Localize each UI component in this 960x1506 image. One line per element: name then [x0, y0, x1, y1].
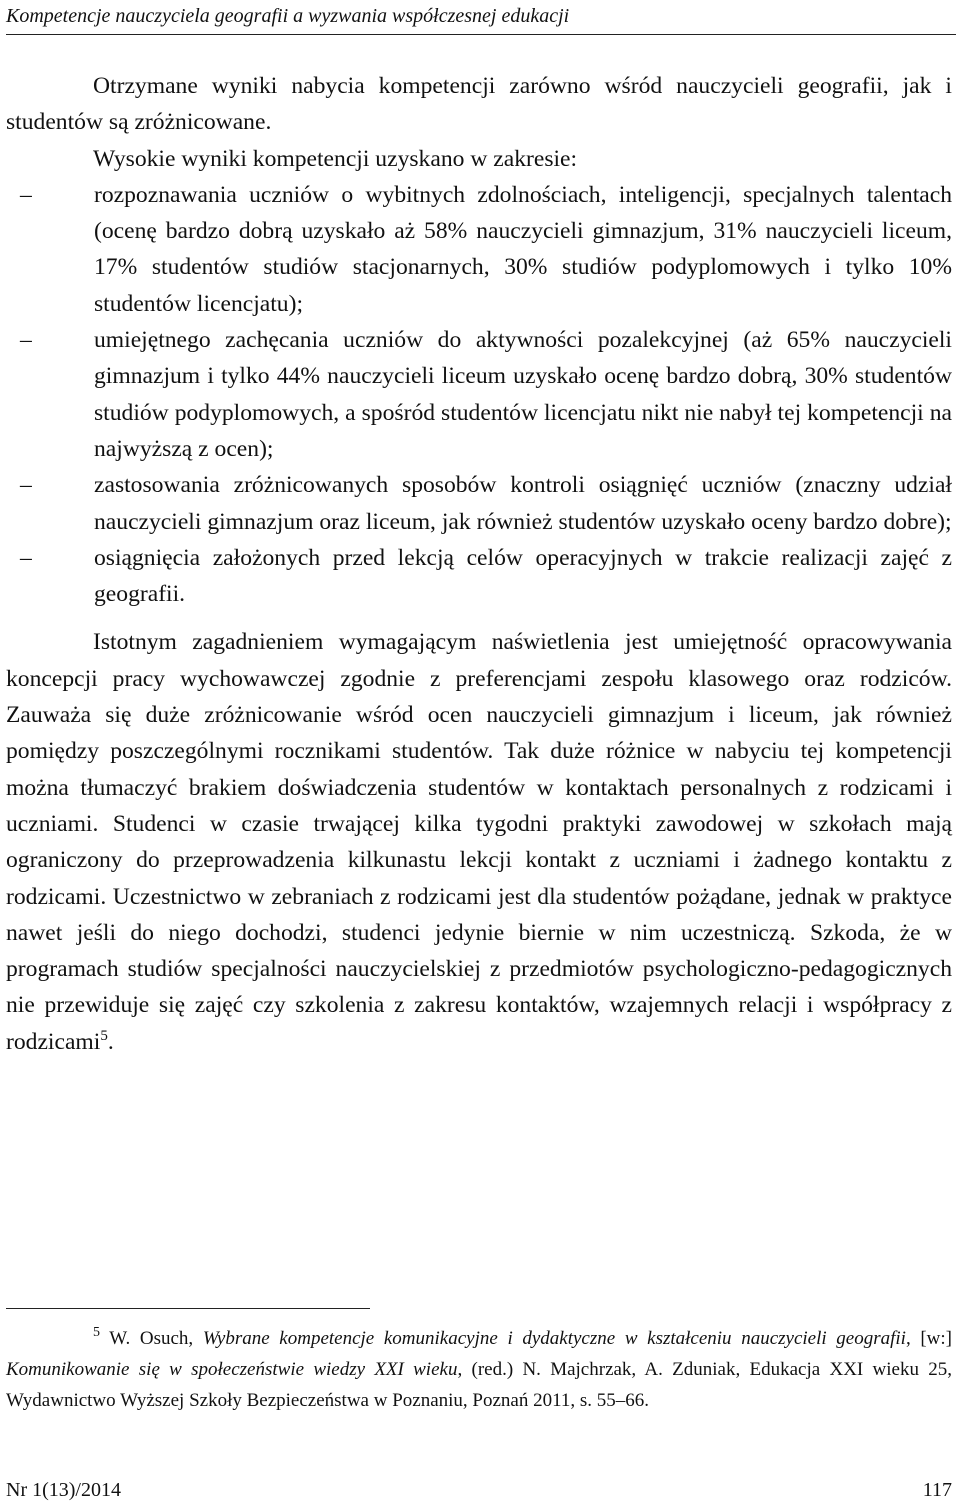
issue-number: Nr 1(13)/2014	[6, 1479, 121, 1501]
main-text	[6, 68, 952, 1060]
list-item	[6, 322, 952, 467]
page-number: 117	[922, 1479, 952, 1501]
list-item-text: zastosowania zróżnicowanych sposobów kontroli osiągnięć uczniów (znaczny udział nauczycieli gimnazjum oraz liceum, jak również studentów uzyskało oceny bardzo dobre);	[94, 472, 952, 535]
dash-bullet: –	[20, 327, 32, 354]
lead-sentence: Wysokie wyniki kompetencji uzyskano w zakresie:	[93, 145, 578, 172]
list-item-text: rozpoznawania uczniów o wybitnych zdolnościach, inteligencji, specjalnych talentach (ocenę bardzo dobrą uzyskało aż 58% nauczycieli gimnazjum, 31% nauczycieli liceum, 17% studentów studiów stacjonarnych, 30% studiów podyplomowych i tylko 10% studentów licencjatu);	[94, 181, 952, 317]
footnote-in: , [w:]	[905, 1328, 952, 1349]
running-title: Kompetencje nauczyciela geografii a wyzwania współczesnej edukacji	[6, 5, 570, 27]
dash-bullet: –	[20, 181, 32, 208]
footnote-number: 5	[93, 1325, 100, 1340]
dash-bullet: –	[20, 544, 32, 571]
intro-paragraph: Otrzymane wyniki nabycia kompetencji zarówno wśród nauczycieli geografii, jak i studentów są zróżnicowane.	[6, 73, 952, 136]
footnote-book-title: Komunikowanie się w społeczeństwie wiedzy XXI wieku	[6, 1359, 458, 1380]
body-paragraph	[6, 624, 952, 1060]
body-paragraph-text: Istotnym zagadnieniem wymagającym naświetlenia jest umiejętność opracowywania koncepcji pracy wychowawczej zgodnie z preferencjami zespołu klasowego oraz rodziców. Zauważa się duże zróżnicowanie wśród ocen nauczycieli gimnazjum i liceum, jak również pomiędzy poszczególnymi rocznikami studentów. Tak duże różnice w nabyciu tej kompetencji można tłumaczyć brakiem doświadczenia studentów w kontaktach personalnych z rodzicami i uczniami. Studenci w czasie trwającej kilka tygodni praktyki zawodowej w szkołach mają ograniczony do przeprowadzenia kilkunastu lekcji kontakt z uczniami i żadnego kontaktu z rodzicami. Uczestnictwo w zebraniach z rodzicami jest dla studentów pożądane, jednak w praktyce nawet jeśli do niego dochodzi, studenci jedynie biernie w nim uczestniczą. Szkoda, że w programach studiów specjalności nauczycielskiej z przedmiotów psychologiczno-pedagogicznych nie przewiduje się zajęć czy szkolenia z zakresu kontaktów, wzajemnych relacji i współpracy z rodzicami	[6, 629, 952, 1055]
footnote-rest: , (red.) N. Majchrzak, A. Zduniak, Edukacja XXI wieku 25, Wydawnictwo Wyższej Szkoły Bezpieczeństwa w Poznaniu, Poznań 2011, s. 55–66.	[6, 1359, 953, 1411]
list-item-text: umiejętnego zachęcania uczniów do aktywności pozalekcyjnej (aż 65% nauczycieli gimnazjum i tylko 44% nauczycieli liceum uzyskało ocenę bardzo dobrą, 30% studentów studiów podyplomowych, a spośród studentów licencjatu nikt nie nabył tej kompetencji na najwyższą z ocen);	[94, 327, 952, 462]
list-item-text: osiągnięcia założonych przed lekcją celów operacyjnych w trakcie realizacji zajęć z geografii.	[94, 544, 952, 608]
competency-list	[6, 177, 952, 613]
footnote-text	[6, 1323, 952, 1416]
list-item	[6, 177, 952, 322]
footnote-title: Wybrane kompetencje komunikacyjne i dydaktyczne w kształceniu nauczycieli geografii	[202, 1328, 906, 1349]
footnote-reference[interactable]: 5	[100, 1027, 108, 1044]
list-item	[6, 540, 952, 613]
footnote-separator	[6, 1308, 370, 1309]
running-header	[6, 4, 956, 35]
dash-bullet: –	[20, 472, 32, 499]
list-item	[6, 467, 952, 540]
footnote-author: W. Osuch,	[109, 1328, 194, 1349]
paragraph-period: .	[107, 1028, 114, 1055]
footnote	[6, 1323, 952, 1416]
